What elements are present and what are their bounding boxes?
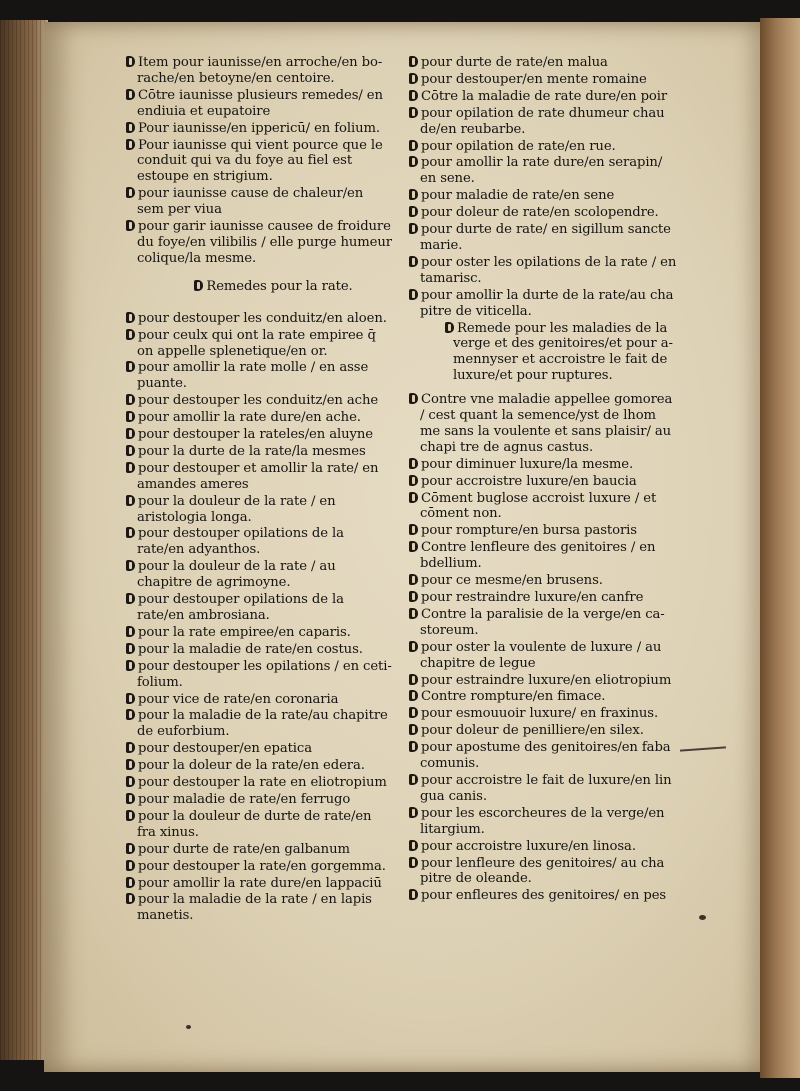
pilcrow-icon	[409, 574, 418, 585]
entry-text: pour accroistre luxure/en linosa.	[421, 838, 636, 854]
pilcrow-icon	[126, 709, 135, 720]
entry-text: pour durte de rate/ en sigillum sancte marie.	[420, 222, 671, 253]
pilcrow-icon	[409, 524, 418, 535]
entry-text: Item pour iaunisse/en arroche/en borache/en betoyne/en centoire.	[137, 55, 383, 86]
pilcrow-icon	[409, 140, 418, 151]
remedy-entry	[126, 625, 392, 641]
remedy-entry	[409, 457, 677, 473]
entry-text: pour oster les opilations de la rate / en tamarisc.	[420, 254, 677, 286]
entry-text: Pour iaunisse qui vient pource que le conduit qui va du foye au fiel est estoupe en strigium.	[137, 137, 383, 185]
entry-text: pour vice de rate/en coronaria	[138, 691, 339, 707]
pilcrow-icon	[409, 156, 418, 167]
entry-text: pour les escorcheures de la verge/en litargium.	[420, 805, 665, 837]
pilcrow-icon	[126, 626, 135, 637]
remedy-entry	[126, 708, 392, 740]
remedy-entry	[126, 892, 392, 924]
remedy-entry	[409, 392, 677, 456]
entry-text: pour la maladie de la rate/au chapitre de euforbium.	[137, 708, 388, 740]
pilcrow-icon	[409, 674, 418, 685]
pilcrow-icon	[126, 361, 135, 372]
pilcrow-icon	[126, 742, 135, 753]
entry-text: pour oster la voulente de luxure / au chapitre de legue	[420, 639, 662, 671]
remedy-entry	[409, 55, 677, 71]
pilcrow-icon	[126, 428, 135, 439]
remedy-entry	[126, 393, 392, 409]
pilcrow-icon	[409, 256, 418, 267]
pilcrow-icon	[126, 187, 135, 198]
pilcrow-icon	[126, 759, 135, 770]
pilcrow-icon	[409, 774, 418, 785]
remedy-entry	[126, 461, 392, 493]
remedy-entry	[126, 311, 392, 327]
right-column	[409, 55, 677, 905]
entry-text: pour amollir la durte de la rate/au cha pitre de viticella.	[420, 287, 674, 319]
remedy-entry	[409, 222, 677, 254]
pilcrow-icon	[126, 793, 135, 804]
remedy-entry	[126, 138, 392, 186]
entry-text: pour destouper/en epatica	[138, 741, 312, 757]
entry-text: Cōment buglose accroist luxure / et cōment non.	[420, 490, 657, 522]
entry-text: Contre la paralisie de la verge/en castoreum.	[420, 606, 665, 638]
remedy-entry	[126, 792, 392, 808]
pilcrow-icon	[409, 707, 418, 718]
remedy-entry	[126, 559, 392, 591]
remedy-entry	[409, 590, 677, 606]
pilcrow-icon	[126, 445, 135, 456]
remedy-entry	[409, 689, 677, 705]
pilcrow-icon	[409, 73, 418, 84]
entry-text: pour amollir la rate dure/en lappaciū	[138, 875, 382, 891]
pilcrow-icon	[445, 322, 454, 333]
entry-text: pour opilation de rate dhumeur chau de/en reubarbe.	[420, 105, 665, 137]
entry-text: pour doleur de penilliere/en silex.	[421, 723, 644, 739]
book-edge-right	[760, 18, 800, 1078]
pilcrow-icon	[409, 741, 418, 752]
entry-text: pour garir iaunisse causee de froidure du foye/en vilibilis / elle purge humeur colique/la mesme.	[137, 219, 392, 266]
remedy-entry	[409, 491, 677, 523]
pilcrow-icon	[126, 643, 135, 654]
entry-text: pour durte de rate/en malua	[421, 55, 608, 70]
entry-text: pour apostume des genitoires/en faba comunis.	[420, 740, 671, 772]
remedy-entry	[126, 876, 392, 892]
remedy-entry	[409, 806, 677, 838]
entry-text: pour rompture/en bursa pastoris	[421, 523, 637, 539]
pilcrow-icon	[126, 843, 135, 854]
remedy-entry	[126, 219, 392, 267]
pilcrow-icon	[409, 541, 418, 552]
entry-text: pour doleur de rate/en scolopendre.	[421, 205, 659, 221]
pilcrow-icon	[409, 223, 418, 234]
entry-text: Remedes pour la rate.	[206, 278, 353, 294]
pilcrow-icon	[409, 608, 418, 619]
pilcrow-icon	[126, 810, 135, 821]
remedy-entry	[409, 106, 677, 138]
entry-text: pour maladie de rate/en sene	[421, 188, 615, 204]
remedy-entry	[126, 186, 392, 218]
remedy-entry	[409, 72, 677, 88]
entry-text: pour esmouuoir luxure/ en fraxinus.	[421, 706, 659, 722]
pilcrow-icon	[409, 492, 418, 503]
entry-text: pour la durte de la rate/la mesmes	[138, 443, 366, 459]
entry-text: Cōtre iaunisse plusieurs remedes/ en endiuia et eupatoire	[137, 87, 383, 119]
remedy-entry	[126, 809, 392, 841]
remedy-entry	[126, 55, 392, 87]
pilcrow-icon	[126, 462, 135, 473]
remedy-entry	[126, 88, 392, 120]
entry-text: pour lenfleure des genitoires/ au cha pitre de oleande.	[420, 855, 665, 887]
pilcrow-icon	[126, 776, 135, 787]
remedy-entry	[409, 839, 677, 855]
pilcrow-icon	[126, 560, 135, 571]
entry-text: pour destouper opilations de la rate/en adyanthos.	[137, 526, 344, 558]
remedy-entry	[126, 758, 392, 774]
remedy-entry	[126, 692, 392, 708]
remedy-entry	[126, 444, 392, 460]
pilcrow-icon	[126, 89, 135, 100]
entry-text: pour enfleures des genitoires/ en pes	[421, 888, 667, 904]
entry-text: pour destouper les opilations / en cetifolium.	[137, 658, 392, 690]
pilcrow-icon	[126, 312, 135, 323]
pilcrow-icon	[126, 527, 135, 538]
entry-text: pour accroistre luxure/en baucia	[421, 473, 637, 489]
remedy-entry	[409, 706, 677, 722]
entry-text: pour destouper les conduitz/en aloen.	[138, 310, 387, 326]
remedy-entry	[126, 842, 392, 858]
pilcrow-icon	[126, 860, 135, 871]
pilcrow-icon	[409, 857, 418, 868]
remedy-entry	[126, 642, 392, 658]
entry-text: pour ceulx qui ont la rate empiree q̄ on appelle splenetique/en or.	[137, 327, 376, 359]
pilcrow-icon	[409, 591, 418, 602]
entry-text: pour destouper la rate/en gorgemma.	[138, 858, 386, 874]
pilcrow-icon	[126, 495, 135, 506]
pilcrow-icon	[409, 393, 418, 404]
remedy-entry	[409, 540, 677, 572]
entry-text: pour amollir la rate molle / en asse puante.	[137, 360, 369, 392]
remedy-entry	[409, 321, 677, 385]
pilcrow-icon	[409, 641, 418, 652]
book-edge-left	[0, 20, 48, 1060]
entry-text: pour amollir la rate dure/en serapin/ en sene.	[420, 155, 663, 187]
remedy-entry	[409, 773, 677, 805]
entry-text: Cōtre la maladie de rate dure/en poir	[421, 88, 668, 104]
remedy-entry	[409, 474, 677, 490]
pilcrow-icon	[126, 893, 135, 904]
entry-text: Contre lenfleure des genitoires / en bdellium.	[420, 540, 656, 572]
remedy-entry	[409, 188, 677, 204]
pilcrow-icon	[126, 593, 135, 604]
pilcrow-icon	[126, 411, 135, 422]
entry-text: Remede pour les maladies de la verge et des genitoires/et pour amennyser et accroistre le fait de luxure/et pour ruptures.	[453, 320, 673, 384]
remedy-entry	[409, 139, 677, 155]
entry-text: pour destouper/en mente romaine	[421, 71, 647, 87]
pilcrow-icon	[126, 660, 135, 671]
entry-text: pour la doleur de la rate/en edera.	[138, 758, 365, 774]
remedy-entry	[126, 494, 392, 526]
remedy-entry	[409, 255, 677, 287]
pilcrow-icon	[409, 724, 418, 735]
pilcrow-icon	[409, 458, 418, 469]
remedy-entry	[126, 592, 392, 624]
entry-text: Contre rompture/en fimace.	[421, 689, 606, 705]
entry-text: pour diminuer luxure/la mesme.	[421, 456, 634, 472]
remedy-entry	[409, 673, 677, 689]
remedy-entry	[409, 89, 677, 105]
pilcrow-icon	[126, 877, 135, 888]
remedy-entry	[409, 523, 677, 539]
pilcrow-icon	[409, 889, 418, 900]
left-column	[126, 55, 392, 925]
entry-text: pour la douleur de durte de rate/en fra xinus.	[137, 808, 372, 840]
remedy-entry	[126, 775, 392, 791]
entry-text: pour estraindre luxure/en eliotropium	[421, 672, 672, 688]
entry-text: pour accroistre le fait de luxure/en lin gua canis.	[420, 772, 672, 804]
entry-text: pour destouper et amollir la rate/ en amandes ameres	[137, 460, 379, 492]
remedy-entry	[409, 723, 677, 739]
ink-spot	[699, 915, 706, 920]
remedy-entry	[409, 607, 677, 639]
pilcrow-icon	[409, 189, 418, 200]
pilcrow-icon	[126, 394, 135, 405]
entry-text: Contre vne maladie appellee gomorea / cest quant la semence/yst de lhom me sans la voulente et sans plaisir/ au chapi tre de agnus castus.	[420, 392, 673, 455]
remedy-entry	[126, 659, 392, 691]
remedy-entry	[409, 288, 677, 320]
remedy-entry	[126, 859, 392, 875]
pilcrow-icon	[126, 693, 135, 704]
pilcrow-icon	[409, 90, 418, 101]
pilcrow-icon	[126, 56, 135, 67]
remedy-entry	[126, 427, 392, 443]
entry-text: pour amollir la rate dure/en ache.	[138, 410, 361, 426]
remedy-entry	[409, 856, 677, 888]
remedy-entry	[409, 573, 677, 589]
entry-text: pour la rate empiree/en caparis.	[138, 624, 351, 640]
remedy-entry	[409, 205, 677, 221]
entry-text: pour destouper opilations de la rate/en ambrosiana.	[137, 592, 344, 623]
entry-text: pour la maladie de rate/en costus.	[138, 641, 363, 657]
entry-text: pour restraindre luxure/en canfre	[421, 590, 644, 605]
pilcrow-icon	[409, 56, 418, 67]
pilcrow-icon	[126, 122, 135, 133]
entry-text: pour durte de rate/en galbanum	[138, 841, 350, 857]
ink-spot	[186, 1025, 191, 1029]
pilcrow-icon	[409, 107, 418, 118]
section-heading	[126, 279, 392, 295]
pilcrow-icon	[409, 289, 418, 300]
remedy-entry	[126, 741, 392, 757]
entry-text: pour destouper la rate en eliotropium	[138, 775, 387, 791]
remedy-entry	[126, 526, 392, 558]
remedy-entry	[126, 121, 392, 137]
entry-text: pour ce mesme/en brusens.	[421, 573, 603, 589]
entry-text: pour la douleur de la rate / au chapitre de agrimoyne.	[137, 559, 336, 591]
entry-text: pour iaunisse cause de chaleur/en sem per viua	[137, 186, 364, 218]
remedy-entry	[409, 740, 677, 772]
entry-text: pour maladie de rate/en ferrugo	[138, 791, 351, 807]
remedy-entry	[409, 888, 677, 904]
entry-text: pour la maladie de la rate / en lapis manetis.	[137, 892, 372, 924]
entry-text: pour la douleur de la rate / en aristologia longa.	[137, 493, 336, 525]
pilcrow-icon	[126, 329, 135, 340]
entry-text: pour destouper les conduitz/en ache	[138, 393, 379, 409]
pilcrow-icon	[409, 807, 418, 818]
entry-text: pour destouper la rateles/en aluyne	[138, 427, 373, 443]
pilcrow-icon	[126, 220, 135, 231]
pilcrow-icon	[409, 206, 418, 217]
pilcrow-icon	[194, 280, 203, 291]
pilcrow-icon	[409, 475, 418, 486]
pilcrow-icon	[409, 690, 418, 701]
remedy-entry	[126, 328, 392, 360]
pilcrow-icon	[126, 139, 135, 150]
remedy-entry	[409, 640, 677, 672]
entry-text: Pour iaunisse/en ippericū/ en folium.	[138, 120, 381, 136]
remedy-entry	[409, 155, 677, 187]
remedy-entry	[126, 410, 392, 426]
remedy-entry	[126, 360, 392, 392]
entry-text: pour opilation de rate/en rue.	[421, 138, 616, 154]
pilcrow-icon	[409, 840, 418, 851]
